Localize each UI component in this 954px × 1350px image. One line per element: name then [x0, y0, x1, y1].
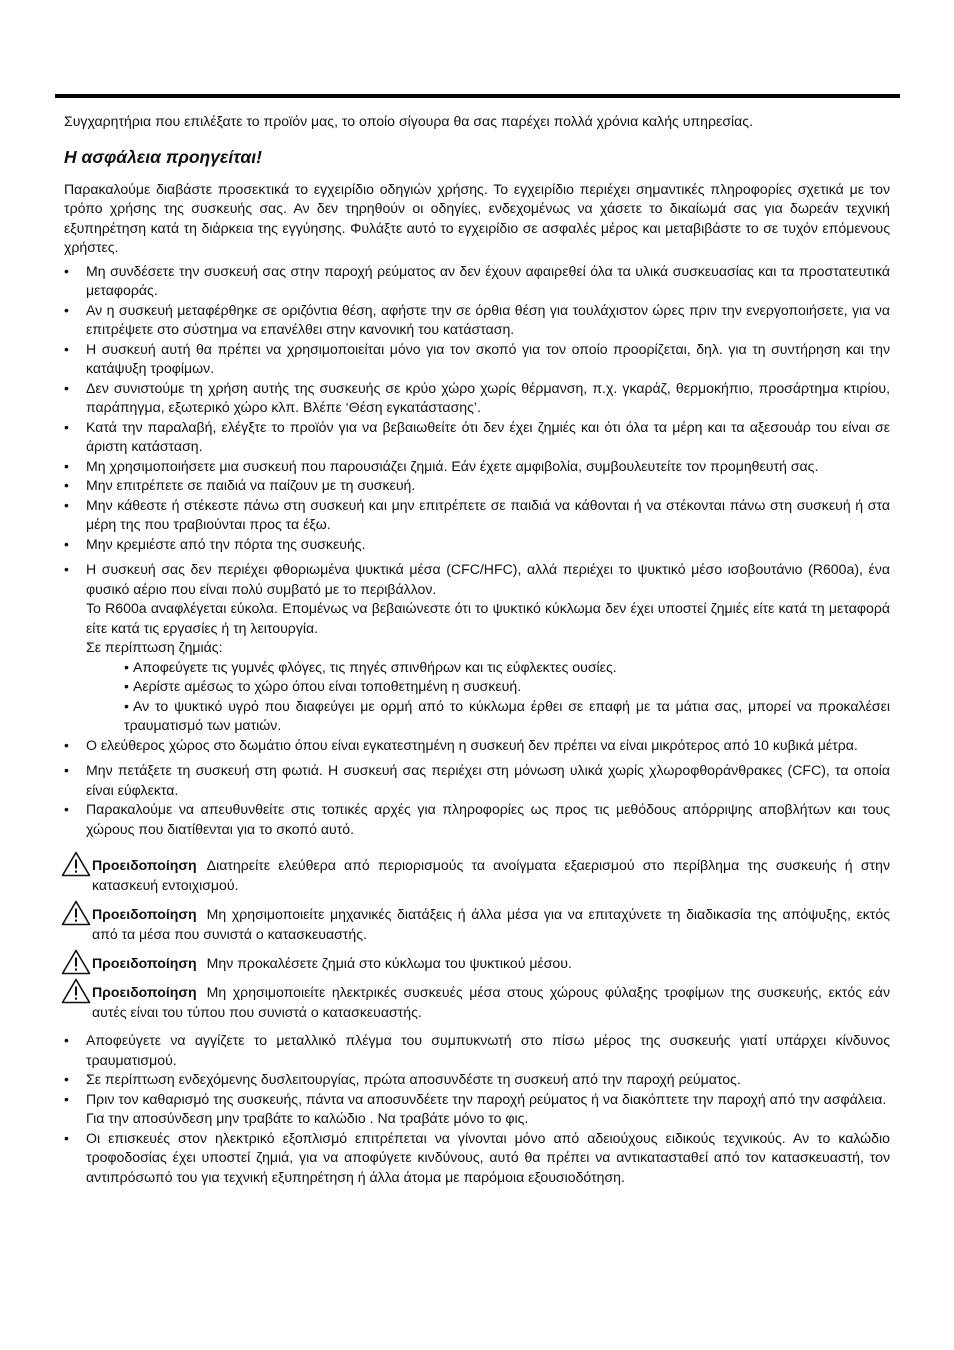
intro-text: Συγχαρητήρια που επιλέξατε το προϊόν μας, το οποίο σίγουρα θα σας παρέχει πολλά χρόνια καλής υπηρεσίας. — [64, 113, 754, 129]
list-item: • Μην κάθεστε ή στέκεστε πάνω στη συσκευή και μην επιτρέπετε σε παιδιά να κάθονται ή να στέκονται πάνω στη συσκευή ή στα μέρη της που τραβιούνται προς τα έξω. — [64, 496, 890, 535]
list-item: • Μην πετάξετε τη συσκευή στη φωτιά. Η συσκευή σας περιέχει στη μόνωση υλικά χωρίς χλωροφθοράνθρακες (CFC), τα οποία είναι εύφλεκτα. — [64, 761, 890, 800]
warning-note — [64, 904, 890, 944]
list-item: • Η συσκευή αυτή θα πρέπει να χρησιμοποιείται μόνο για τον σκοπό για τον οποίο προορίζεται, δηλ. για τη συντήρηση και την κατάψυξη τροφίμων. — [64, 340, 890, 379]
warning-note — [64, 855, 890, 895]
list-item: • Μη χρησιμοποιήσετε μια συσκευή που παρουσιάζει ζημιά. Εάν έχετε αμφιβολία, συμβουλευτείτε τον προμηθευτή σας. — [64, 457, 890, 477]
warning-triangle-icon — [61, 851, 91, 877]
warning-text: Διατηρείτε ελεύθερα από περιορισμούς τα ανοίγματα εξαερισμού στο περίβλημα της συσκευής ή στην κατασκευή εντοιχισμού. — [92, 857, 890, 893]
list-item: • Μην κρεμιέστε από την πόρτα της συσκευής. — [64, 535, 890, 555]
list-item: • Ο ελεύθερος χώρος στο δωμάτιο όπου είναι εγκατεστημένη η συσκευή δεν πρέπει να είναι μικρότερος από 10 κυβικά μέτρα. — [64, 736, 890, 756]
list-item: • Σε περίπτωση ενδεχόμενης δυσλειτουργίας, πρώτα αποσυνδέστε τη συσκευή από την παροχή ρεύματος. — [64, 1070, 890, 1090]
safety-heading: Η ασφάλεια προηγείται! — [64, 146, 262, 167]
warning-label: Προειδοποίηση — [92, 955, 197, 971]
warning-label: Προειδοποίηση — [92, 857, 197, 873]
top-rule — [55, 94, 900, 98]
sub-item: • Αερίστε αμέσως το χώρο όπου είναι τοποθετημένη η συσκευή. — [124, 678, 522, 694]
safety-list — [64, 262, 890, 840]
sub-item: • Αν το ψυκτικό υγρό που διαφεύγει με ορμή από το κύκλωμα έρθει σε επαφή με τα μάτια σας, μπορεί να προκαλέσει τραυματισμό των ματιών. — [124, 697, 890, 733]
list-item: • Κατά την παραλαβή, ελέγξτε το προϊόν για να βεβαιωθείτε ότι δεν έχει ζημιές και ότι όλα τα μέρη και τα αξεσουάρ του είναι σε άριστη κατάσταση. — [64, 418, 890, 457]
warning-label: Προειδοποίηση — [92, 984, 197, 1000]
warning-triangle-icon — [61, 978, 91, 1004]
warning-triangle-icon — [61, 900, 91, 926]
sub-item: • Αποφεύγετε τις γυμνές φλόγες, τις πηγές σπινθήρων και τις εύφλεκτες ουσίες. — [124, 658, 617, 675]
warning-label: Προειδοποίηση — [92, 906, 197, 922]
cleaning-note: Για την αποσύνδεση μην τραβάτε το καλώδιο . Να τραβάτε μόνο το φις. — [86, 1110, 529, 1126]
lead-paragraph: Παρακαλούμε διαβάστε προσεκτικά το εγχειρίδιο οδηγιών χρήσης. Το εγχειρίδιο περιέχει σημαντικές πληροφορίες σχετικά με τον τρόπο χρήσης της συσκευής σας. Αν δεν τηρηθούν οι οδηγίες, ενδεχομένως να χάσετε το δικαίωμά σας για δωρεάν τεχνική εξυπηρέτηση κατά τη διάρκεια της εγγύησης. Φυλάξτε αυτό το εγχειρίδιο σε ασφαλές μέρος και μεταβιβάστε το σε τυχόν επόμενους χρήστες. — [64, 180, 890, 255]
list-item: • Αποφεύγετε να αγγίζετε το μεταλλικό πλέγμα του συμπυκνωτή στο πίσω μέρος της συσκευής γιατί υπάρχει κίνδυνος τραυματισμού. — [64, 1031, 890, 1070]
warning-triangle-icon — [61, 949, 91, 975]
list-item: • Μην επιτρέπετε σε παιδιά να παίζουν με τη συσκευή. — [64, 476, 890, 496]
final-list — [64, 1031, 890, 1187]
warnings — [64, 855, 890, 1022]
warning-text: Μην προκαλέσετε ζημιά στο κύκλωμα του ψυκτικού μέσου. — [206, 955, 572, 971]
list-item: • Μη συνδέσετε την συσκευή σας στην παροχή ρεύματος αν δεν έχουν αφαιρεθεί όλα τα υλικά συσκευασίας και τα προστατευτικά μεταφοράς. — [64, 262, 890, 301]
content — [64, 112, 890, 1187]
list-item: • Πριν τον καθαρισμό της συσκευής, πάντα να αποσυνδέετε την παροχή ρεύματος ή να διακόπτετε την παροχή από την ασφάλεια. Για την αποσύνδεση μην τραβάτε το καλώδιο . Να τραβάτε μόνο το φις. — [64, 1090, 890, 1129]
list-item-refrigerant: • Η συσκευή σας δεν περιέχει φθοριωμένα ψυκτικά μέσα (CFC/HFC), αλλά περιέχει το ψυκτικό μέσο ισοβουτάνιο (R600a), ένα φυσικό αέριο που είναι πολύ συμβατό με το περιβάλλον. Το R600a αναφλέγεται εύκολα. Επομένως να βεβαιώνεστε ότι το ψυκτικό κύκλωμα δεν έχει υποστεί ζημιές είτε κατά τη μεταφορά είτε κατά τις εργασίες ή τη λειτουργία. Σε περίπτωση ζημιάς: • Αποφεύγετε τις γυμνές φλόγες, τις πηγές σπινθήρων και τις εύφλεκτες ουσίες. • Αερίστε αμέσως το χώρο όπου είναι τοποθετημένη η συσκευή. • Αν το ψυκτικό υγρό που διαφεύγει με ορμή από το κύκλωμα έρθει σε επαφή με τα μάτια σας, μπορεί να προκαλέσει τραυματισμό των ματιών. — [64, 560, 890, 736]
warning-note — [64, 982, 890, 1022]
list-item: • Δεν συνιστούμε τη χρήση αυτής της συσκευής σε κρύο χώρο χωρίς θέρμανση, π.χ. γκαράζ, θερμοκήπιο, προσάρτημα κτιρίου, παράπηγμα, εξωτερικό χώρο κλπ. Βλέπε ‘Θέση εγκατάστασης’. — [64, 379, 890, 418]
warning-note — [64, 953, 890, 973]
warning-text: Μη χρησιμοποιείτε μηχανικές διατάξεις ή άλλα μέσα για να επιταχύνετε τη διαδικασία της απόψυξης, εκτός από τα μέσα που συνιστά ο κατασκευαστής. — [92, 906, 890, 942]
list-item: • Παρακαλούμε να απευθυνθείτε στις τοπικές αρχές για πληροφορίες ως προς τις μεθόδους απόρριψης αποβλήτων και τους χώρους που διατίθενται για το σκοπό αυτό. — [64, 800, 890, 839]
list-item: • Οι επισκευές στον ηλεκτρικό εξοπλισμό επιτρέπεται να γίνονται μόνο από αδειούχους ειδικούς τεχνικούς. Αν το καλώδιο τροφοδοσίας έχει υποστεί ζημιά, για να αποφύγετε κινδύνους, αυτό θα πρέπει να αντικατασταθεί από τον κατασκευαστή, τον αντιπρόσωπό του για τεχνική εξυπηρέτηση ή άλλα άτομα με παρόμοια εξουσιοδότηση. — [64, 1129, 890, 1188]
list-item: • Αν η συσκευή μεταφέρθηκε σε οριζόντια θέση, αφήστε την σε όρθια θέση για τουλάχιστον ώρες πριν την ενεργοποιήσετε, για να επιτρέψετε στο σύστημα να επανέλθει στην κανονική του κατάσταση. — [64, 301, 890, 340]
warning-text: Μη χρησιμοποιείτε ηλεκτρικές συσκευές μέσα στους χώρους φύλαξης τροφίμων της συσκευής, εκτός εάν αυτές είναι του τύπου που συνιστά ο κατασκευαστής. — [92, 984, 890, 1020]
